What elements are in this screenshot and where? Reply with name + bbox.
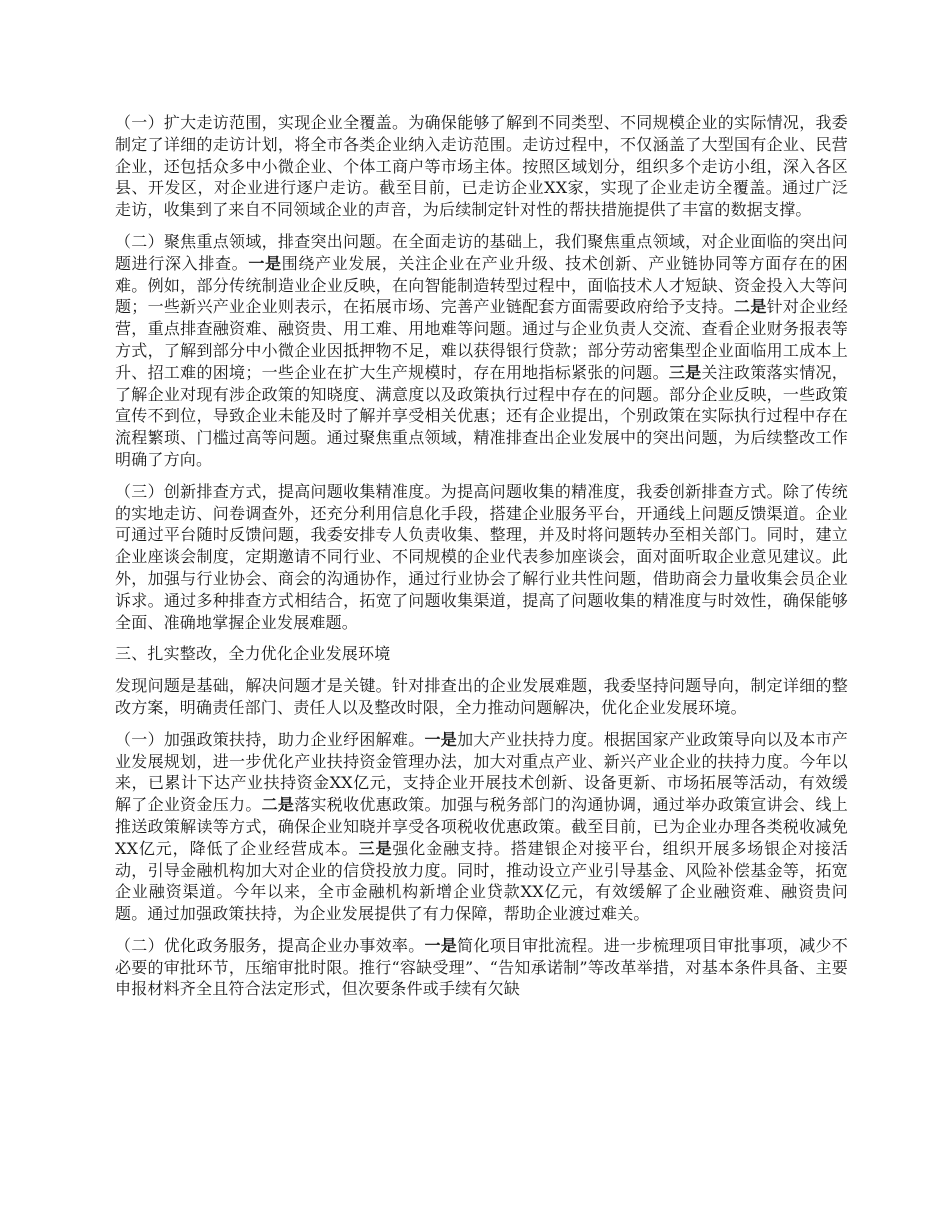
paragraph-focus-key-areas [115, 231, 848, 471]
section-heading-text: 三、扎实整改，全力优化企业发展环境 [115, 644, 391, 664]
paragraph-text: 加大产业扶持力度。根据国家产业政策导向以及本市产业发展规划，进一步优化产业扶持资金管理办法，加大对重点产业、新兴产业企业的扶持力度。今年以来，已累计下达产业扶持资金XX亿元，支持企业开展技术创新、设备更新、市场拓展等活动，有效缓解了企业资金压力。 [115, 729, 848, 815]
paragraph-text: （三）创新排查方式，提高问题收集精准度。为提高问题收集的精准度，我委创新排查方式。除了传统的实地走访、问卷调查外，还充分利用信息化手段，搭建企业服务平台，开通线上问题反馈渠道。企业可通过平台随时反馈问题，我委安排专人负责收集、整理，并及时将问题转办至相关部门。同时，建立企业座谈会制度，定期邀请不同行业、不同规模的企业代表参加座谈会，面对面听取企业意见建议。此外，加强与行业协会、商会的沟通协作，通过行业协会了解行业共性问题，借助商会力量收集会员企业诉求。通过多种排查方式相结合，拓宽了问题收集渠道，提高了问题收集的精准度与时效性，确保能够全面、准确地掌握企业发展难题。 [115, 481, 848, 632]
paragraph-text: 落实税收优惠政策。加强与税务部门的沟通协调，通过举办政策宣讲会、线上推送政策解读等方式，确保企业知晓并享受各项税收优惠政策。截至目前，已为企业办理各类税收减免XX亿元，降低了企业经营成本。 [115, 795, 848, 858]
bold-marker-first: 一是 [424, 729, 458, 749]
bold-marker-first: 一是 [424, 935, 458, 955]
section-heading [115, 643, 848, 665]
paragraph-text: （一）加强政策扶持，助力企业纾困解难。 [115, 729, 425, 749]
paragraph-policy-support [115, 729, 848, 925]
paragraph-text: 简化项目审批流程。进一步梳理项目审批事项，减少不必要的审批环节，压缩审批时限。推行“容缺受理”、“告知承诺制”等改革举措，对基本条件具备、主要申报材料齐全且符合法定形式，但次要条件或手续有欠缺 [115, 935, 848, 999]
document-page [115, 112, 848, 1010]
bold-marker-second: 二是 [261, 795, 295, 815]
bold-marker-first: 一是 [248, 253, 282, 273]
paragraph-expand-visit-scope [115, 112, 848, 221]
paragraph-text: 发现问题是基础，解决问题才是关键。针对排查出的企业发展难题，我委坚持问题导向，制定详细的整改方案，明确责任部门、责任人以及整改时限，全力推动问题解决，优化企业发展环境。 [115, 676, 848, 717]
bold-marker-second: 二是 [734, 297, 767, 317]
paragraph-text: （二）优化政务服务，提高企业办事效率。 [115, 935, 425, 955]
paragraph-text: （二）聚焦重点领域，排查突出问题。在全面走访的基础上，我们聚焦重点领域，对企业面临的突出问题进行深入排查。 [115, 231, 848, 273]
paragraph-optimize-gov-services [115, 935, 848, 1000]
paragraph-text: 针对企业经营，重点排查融资难、融资贵、用工难、用地难等问题。通过与企业负责人交流、查看企业财务报表等方式，了解到部分中小微企业因抵押物不足，难以获得银行贷款；部分劳动密集型企业面临用工成本上升、招工难的困境；一些企业在扩大生产规模时，存在用地指标紧张的问题。 [115, 297, 848, 382]
bold-marker-third: 三是 [358, 838, 393, 858]
bold-marker-third: 三是 [668, 362, 702, 382]
paragraph-text: 强化金融支持。搭建银企对接平台，组织开展多场银企对接活动，引导金融机构加大对企业的信贷投放力度。同时，推动设立产业引导基金、风险补偿基金等，拓宽企业融资渠道。今年以来，全市金融机构新增企业贷款XX亿元，有效缓解了企业融资难、融资贵问题。通过加强政策扶持，为企业发展提供了有力保障，帮助企业渡过难关。 [115, 838, 849, 924]
paragraph-text: （一）扩大走访范围，实现企业全覆盖。为确保能够了解到不同类型、不同规模企业的实际情况，我委制定了详细的走访计划，将全市各类企业纳入走访范围。走访过程中，不仅涵盖了大型国有企业、民营企业，还包括众多中小微企业、个体工商户等市场主体。按照区域划分，组织多个走访小组，深入各区县、开发区，对企业进行逐户走访。截至目前，已走访企业XX家，实现了企业走访全覆盖。通过广泛走访，收集到了来自不同领域企业的声音，为后续制定针对性的帮扶措施提供了丰富的数据支撑。 [115, 113, 848, 220]
paragraph-innovate-methods [115, 481, 848, 634]
paragraph-text: 围绕产业发展，关注企业在产业升级、技术创新、产业链协同等方面存在的困难。例如，部分传统制造业企业反映，在向智能制造转型过程中，面临技术人才短缺、资金投入大等问题；一些新兴产业企业则表示，在拓展市场、完善产业链配套方面需要政府给予支持。 [115, 253, 848, 317]
paragraph-text: 关注政策落实情况，了解企业对现有涉企政策的知晓度、满意度以及政策执行过程中存在的问题。部分企业反映，一些政策宣传不到位，导致企业未能及时了解并享受相关优惠；还有企业提出，个别政策在实际执行过程中存在流程繁琐、门槛过高等问题。通过聚焦重点领域，精准排查出企业发展中的突出问题，为后续整改工作明确了方向。 [115, 362, 848, 469]
paragraph-rectification-intro [115, 675, 848, 719]
